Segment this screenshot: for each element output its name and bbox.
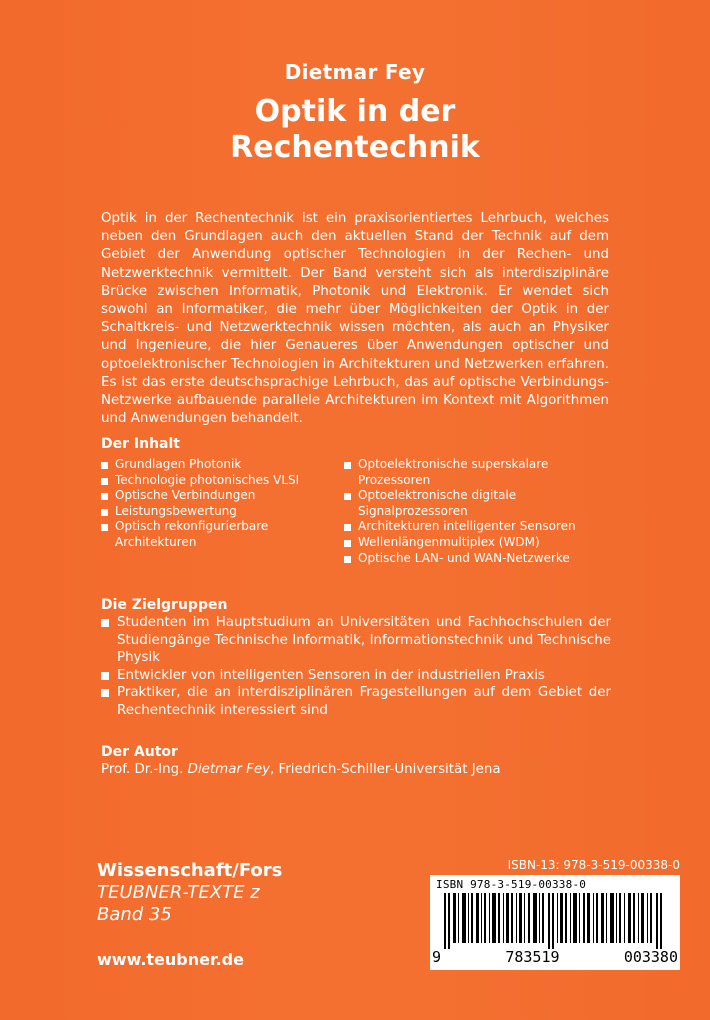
square-bullet-icon: [344, 462, 351, 469]
barcode-isbn-text: ISBN 978-3-519-00338-0: [436, 878, 587, 891]
list-item: Entwickler von intelligenten Sensoren in der industriellen Praxis: [101, 667, 611, 685]
barcode-digit-group: 003380: [623, 948, 678, 966]
barcode-bars-icon: [444, 893, 666, 949]
square-bullet-icon: [101, 689, 109, 697]
targets-heading: Die Zielgruppen: [101, 597, 228, 613]
list-item: Studenten im Hauptstudium an Universitäten und Fachhochschulen der Studiengänge Technische Informatik, Informationstechnik und Technische Physik: [101, 614, 611, 667]
square-bullet-icon: [101, 672, 109, 680]
series-line-1: Wissenschaft/Fors: [97, 860, 283, 881]
title-line-2: Rechentechnik: [230, 130, 480, 165]
series-line-3: Band 35: [97, 904, 172, 925]
square-bullet-icon: [344, 493, 351, 500]
square-bullet-icon: [101, 524, 108, 531]
author-affiliation: , Friedrich-Schiller-Universität Jena: [270, 762, 501, 777]
author-info: [101, 762, 621, 777]
list-item: Optisch rekonfigurierbare Architekturen: [101, 519, 331, 550]
isbn-label: ISBN-13: 978-3-519-00338-0: [507, 858, 680, 872]
square-bullet-icon: [344, 524, 351, 531]
series-info: [97, 860, 282, 926]
square-bullet-icon: [101, 462, 108, 469]
barcode: [430, 875, 680, 970]
list-item: Optoelektronische superskalare Prozessoren: [344, 457, 604, 488]
title-line-1: Optik in der: [254, 94, 456, 129]
list-item: Technologie photonisches VLSI: [101, 473, 331, 489]
cover-author: Dietmar Fey: [284, 60, 426, 84]
contents-heading: Der Inhalt: [101, 436, 180, 452]
list-item: Praktiker, die an interdisziplinären Fragestellungen auf dem Gebiet der Rechentechnik interessiert sind: [101, 684, 611, 719]
list-item: Architekturen intelligenter Sensoren: [344, 519, 604, 535]
square-bullet-icon: [101, 509, 108, 516]
square-bullet-icon: [344, 540, 351, 547]
list-item: Optoelektronische digitale Signalprozessoren: [344, 488, 604, 519]
series-line-2: TEUBNER-TEXTE z: [97, 882, 260, 903]
targets-list: [101, 614, 611, 719]
contents-list-right: [344, 457, 604, 566]
list-item: Optische Verbindungen: [101, 488, 331, 504]
barcode-digits: [432, 948, 678, 966]
square-bullet-icon: [101, 619, 109, 627]
author-prefix: Prof. Dr.-Ing.: [101, 762, 184, 777]
list-item: Wellenlängenmultiplex (WDM): [344, 535, 604, 551]
book-title: [0, 94, 710, 166]
barcode-digit-group: 9: [432, 948, 442, 966]
intro-paragraph: Optik in der Rechentechnik ist ein praxisorientiertes Lehrbuch, welches neben den Grundlagen auch den aktuellen Stand der Technik auf dem Gebiet der Anwendung optischer Technologien in der Rechen- und Netzwerktechnik vermittelt. Der Band versteht sich als interdisziplinäre Brücke zwischen Informatik, Photonik und Elektronik. Er wendet sich sowohl an Informatiker, die mehr über Möglichkeiten der Optik in der Schaltkreis- und Netzwerktechnik wissen möchten, als auch an Physiker und Ingenieure, die hier Genaueres über Anwendungen optischer und optoelektronischer Technologien in Architekturen und Netzwerken erfahren. Es ist das erste deutschsprachige Lehrbuch, das auf optische Verbindungs-Netzwerke aufbauende parallele Architekturen im Kontext mit Algorithmen und Anwendungen behandelt.: [101, 211, 609, 427]
barcode-digit-group: 783519: [505, 948, 560, 966]
list-item: Optische LAN- und WAN-Netzwerke: [344, 551, 604, 567]
author-heading: Der Autor: [101, 744, 178, 760]
author-name: Dietmar Fey: [187, 762, 271, 777]
list-item: Grundlagen Photonik: [101, 457, 331, 473]
square-bullet-icon: [101, 493, 108, 500]
contents-list-left: [101, 457, 331, 551]
list-item: Leistungsbewertung: [101, 504, 331, 520]
publisher-website: www.teubner.de: [97, 950, 244, 969]
square-bullet-icon: [344, 556, 351, 563]
square-bullet-icon: [101, 478, 108, 485]
